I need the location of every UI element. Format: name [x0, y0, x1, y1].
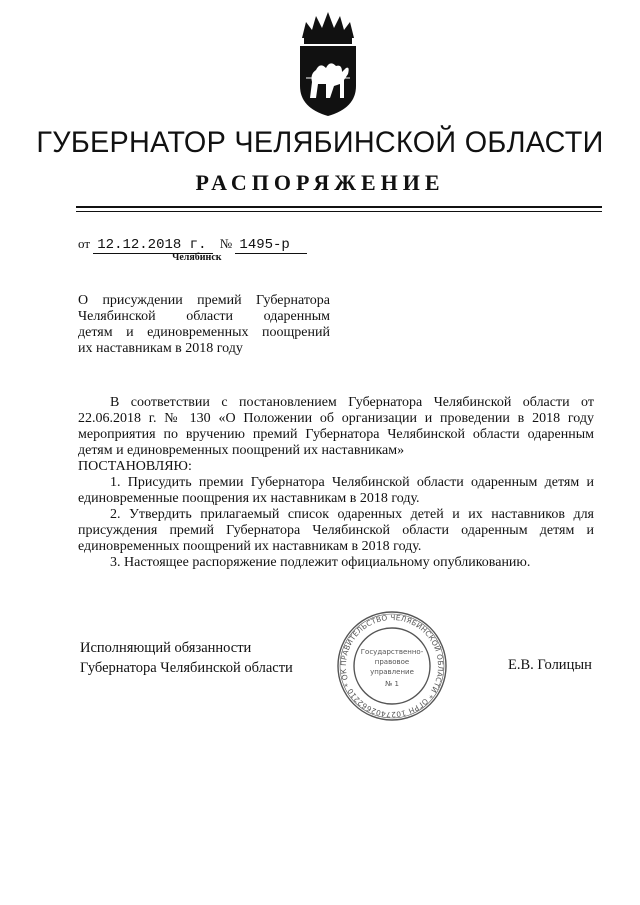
stamp-center-text: управление: [370, 668, 414, 676]
document-date: 12.12.2018 г.: [93, 237, 213, 254]
document-subject: [78, 293, 330, 357]
subject-line: детям и единовременных поощрений: [78, 325, 330, 340]
org-title: ГУБЕРНАТОР ЧЕЛЯБИНСКОЙ ОБЛАСТИ: [36, 126, 604, 159]
signer-position-line: Губернатора Челябинской области: [80, 660, 293, 676]
subject-line: Челябинской области одаренным: [78, 309, 330, 324]
date-prefix: от: [78, 236, 91, 251]
signer-position-line: Исполняющий обязанности: [80, 640, 252, 656]
subject-line: их наставникам в 2018 году: [78, 341, 243, 356]
coat-of-arms-icon: [290, 8, 366, 118]
document-body: [78, 395, 594, 571]
preamble-paragraph: В соответствии с постановлением Губернатора Челябинской области от 22.06.2018 г. № 130 «О Положении об организации и проведении в 2018 году мероприятия по вручению премий Губернатора Челябинской области одаренным детям и единовременных поощрений их наставникам»: [78, 395, 594, 458]
order-item-2: 2. Утвердить прилагаемый список одаренных детей и их наставников для присуждения премий Губернатора Челябинской области одаренным детям и единовременных поощрений их наставникам в 2018 году.: [78, 507, 594, 554]
header-divider: [76, 206, 602, 208]
header-divider-thin: [76, 211, 602, 212]
stamp-center-text: № 1: [385, 680, 399, 688]
stamp-center-text: правовое: [374, 658, 410, 666]
official-stamp: [336, 608, 448, 724]
signer-name: Е.В. Голицын: [508, 657, 592, 673]
city-label: Челябинск: [172, 252, 222, 263]
stamp-ring-text: ПРАВИТЕЛЬСТВО ЧЕЛЯБИНСКОЙ ОБЛАСТИ * ОГРН 1027402662210 * ОК: [338, 612, 446, 720]
subject-line: О присуждении премий Губернатора: [78, 293, 330, 308]
order-item-3: 3. Настоящее распоряжение подлежит официальному опубликованию.: [110, 555, 531, 570]
stamp-center-text: Государственно-: [360, 648, 424, 656]
document-number: 1495-р: [235, 237, 307, 254]
document-type: РАСПОРЯЖЕНИЕ: [195, 170, 445, 195]
decree-word: ПОСТАНОВЛЯЮ:: [78, 459, 192, 474]
signer-position: [80, 638, 293, 678]
number-prefix: №: [219, 236, 233, 251]
order-item-1: 1. Присудить премии Губернатора Челябинской области одаренным детям и единовременные поощрения их наставникам в 2018 году.: [78, 475, 594, 506]
